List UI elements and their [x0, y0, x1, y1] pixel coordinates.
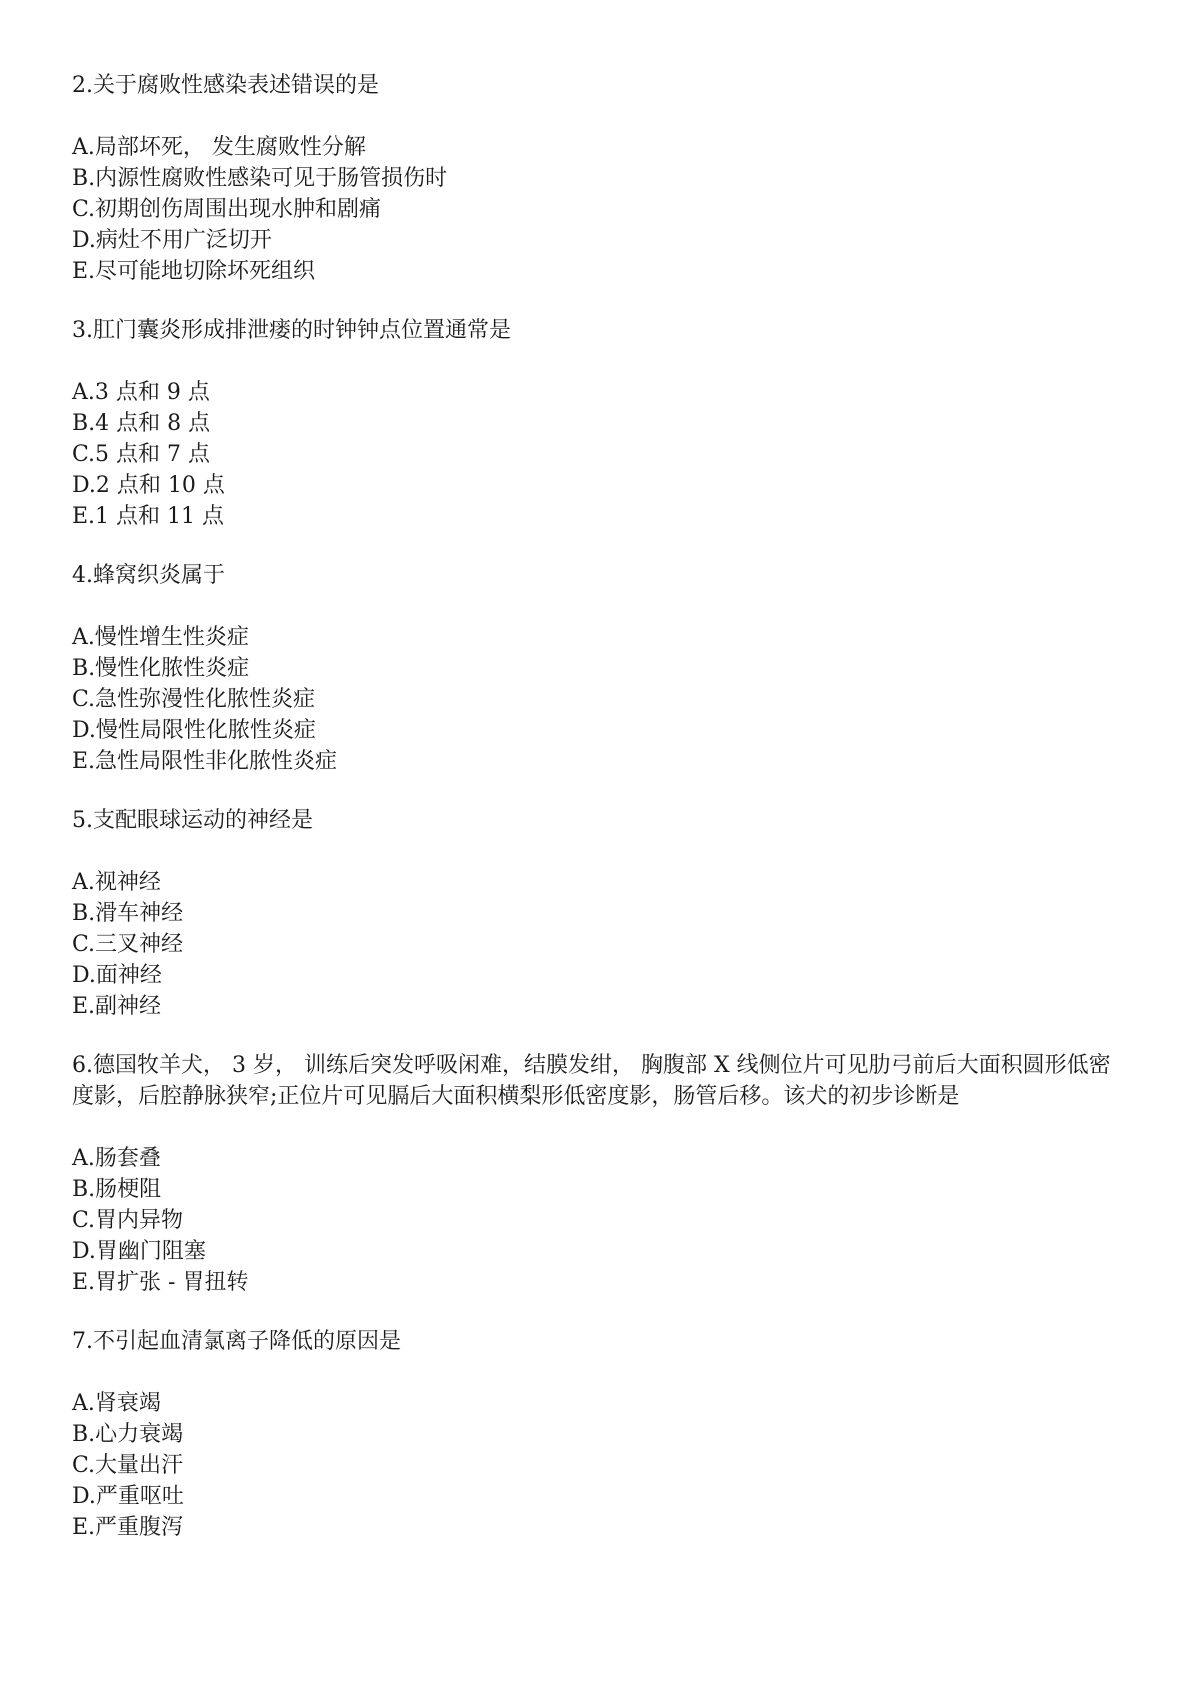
question-7 — [72, 1326, 1122, 1543]
option-c: C.5 点和 7 点 — [72, 442, 211, 467]
option-a: A.局部坏死， 发生腐败性分解 — [72, 135, 366, 160]
question-stem: 4.蜂窝织炎属于 — [72, 563, 225, 588]
option-d: D.2 点和 10 点 — [72, 473, 225, 498]
option-b: B.心力衰竭 — [72, 1422, 184, 1447]
option-a: A.视神经 — [72, 870, 161, 895]
option-e: E.胃扩张 - 胃扭转 — [72, 1270, 249, 1295]
option-b: B.内源性腐败性感染可见于肠管损伤时 — [72, 166, 448, 191]
option-c: C.三叉神经 — [72, 932, 184, 957]
option-a: A.3 点和 9 点 — [72, 380, 210, 405]
option-b: B.肠梗阻 — [72, 1177, 162, 1202]
option-e: E.副神经 — [72, 994, 162, 1019]
option-d: D.慢性局限性化脓性炎症 — [72, 718, 316, 743]
option-a: A.慢性增生性炎症 — [72, 625, 249, 650]
option-e: E.尽可能地切除坏死组织 — [72, 259, 316, 284]
option-b: B.慢性化脓性炎症 — [72, 656, 250, 681]
option-a: A.肾衰竭 — [72, 1391, 161, 1416]
question-6 — [72, 1050, 1122, 1298]
question-stem: 6.德国牧羊犬， 3 岁， 训练后突发呼吸闲难，结膜发绀， 胸腹部 X 线侧位片可见肋弓前后大面积圆形低密度影，后腔静脉狭窄;正位片可见膈后大面积横梨形低密度影，肠管后移。该犬的初步诊断是 — [72, 1053, 1111, 1109]
option-d: D.病灶不用广泛切开 — [72, 228, 272, 253]
option-a: A.肠套叠 — [72, 1146, 161, 1171]
question-4 — [72, 560, 1122, 777]
question-5 — [72, 805, 1122, 1022]
question-stem: 5.支配眼球运动的神经是 — [72, 808, 313, 833]
option-c: C.急性弥漫性化脓性炎症 — [72, 687, 316, 712]
question-stem: 2.关于腐败性感染表述错误的是 — [72, 73, 379, 98]
exam-page — [72, 70, 1122, 1571]
option-e: E.急性局限性非化脓性炎症 — [72, 749, 338, 774]
option-c: C.胃内异物 — [72, 1208, 184, 1233]
option-b: B.滑车神经 — [72, 901, 184, 926]
option-b: B.4 点和 8 点 — [72, 411, 211, 436]
question-stem: 3.肛门囊炎形成排泄瘘的时钟钟点位置通常是 — [72, 318, 511, 343]
question-stem: 7.不引起血清氯离子降低的原因是 — [72, 1329, 401, 1354]
question-3 — [72, 315, 1122, 532]
option-d: D.胃幽门阻塞 — [72, 1239, 206, 1264]
option-c: C.初期创伤周围出现水肿和剧痛 — [72, 197, 382, 222]
option-e: E.1 点和 11 点 — [72, 504, 225, 529]
option-c: C.大量出汗 — [72, 1453, 184, 1478]
option-e: E.严重腹泻 — [72, 1515, 184, 1540]
option-d: D.面神经 — [72, 963, 162, 988]
option-d: D.严重呕吐 — [72, 1484, 184, 1509]
question-2 — [72, 70, 1122, 287]
